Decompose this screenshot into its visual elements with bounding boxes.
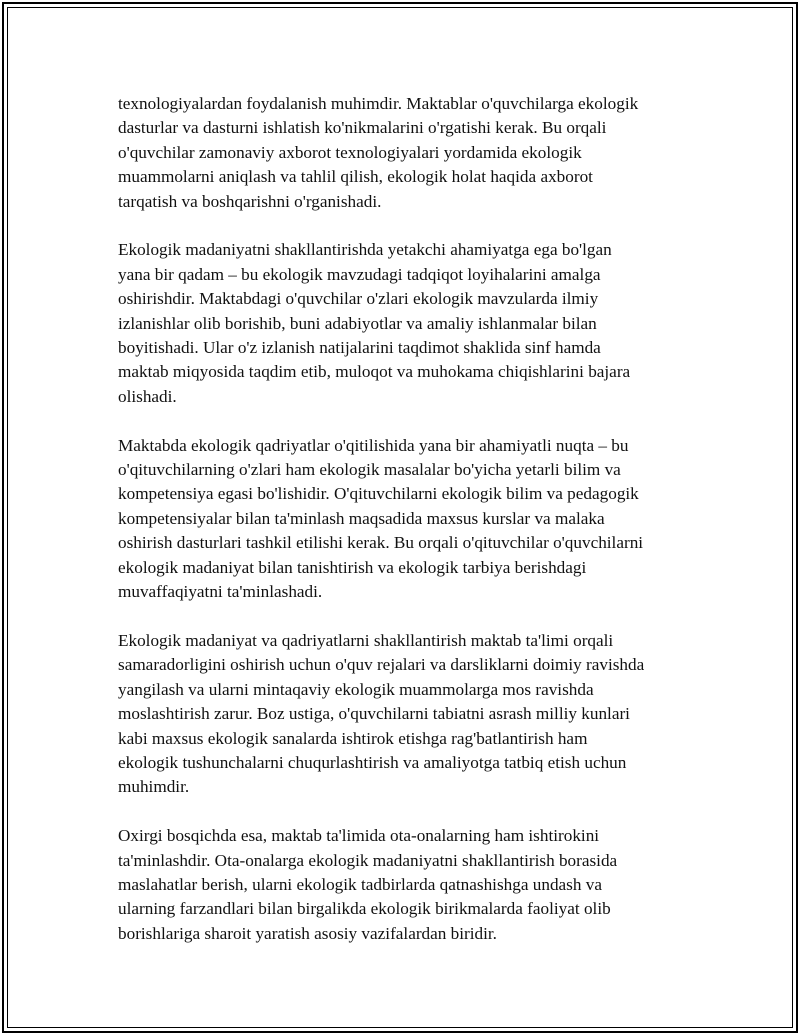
text-line: yangilash va ularni mintaqaviy ekologik muammolarga mos ravishda (118, 679, 594, 699)
text-line: samaradorligini oshirish uchun o'quv rejalari va darsliklarni doimiy ravishda (118, 655, 645, 675)
text-line: maktab miqyosida taqdim etib, muloqot va muhokama chiqishlarini bajara (118, 362, 631, 382)
text-line: Oxirgi bosqichda esa, maktab ta'limida ota-onalarning ham ishtirokini (118, 826, 600, 846)
text-line: dasturlar va dasturni ishlatish ko'nikmalarini o'rgatishi kerak. Bu orqali (118, 118, 607, 138)
paragraph (118, 824, 698, 946)
text-line: tarqatish va boshqarishni o'rganishadi. (118, 191, 382, 211)
text-line: Ekologik madaniyat va qadriyatlarni shakllantirish maktab ta'limi orqali (118, 630, 614, 650)
text-line: Maktabda ekologik qadriyatlar o'qitilishida yana bir ahamiyatli nuqta – bu (118, 435, 629, 455)
text-line: ularning farzandlari bilan birgalikda ekologik birikmalarda faoliyat olib (118, 899, 611, 919)
text-line: borishlariga sharoit yaratish asosiy vazifalardan biridir. (118, 923, 497, 943)
text-line: olishadi. (118, 386, 177, 406)
text-line: oshirish dasturlari tashkil etilishi kerak. Bu orqali o'qituvchilar o'quvchilarni (118, 533, 644, 553)
text-line: ta'minlashdir. Ota-onalarga ekologik madaniyatni shakllantirish borasida (118, 850, 618, 870)
text-line: boyitishadi. Ular o'z izlanish natijalarini taqdimot shaklida sinf hamda (118, 338, 601, 358)
document-body (118, 92, 698, 971)
text-line: kompetensiya egasi bo'lishidir. O'qituvchilarni ekologik bilim va pedagogik (118, 484, 639, 504)
text-line: o'qituvchilarning o'zlari ham ekologik masalalar bo'yicha yetarli bilim va (118, 460, 621, 480)
text-line: izlanishlar olib borishib, buni adabiyotlar va amaliy ishlanmalar bilan (118, 313, 597, 333)
paragraph (118, 434, 698, 605)
text-line: kabi maxsus ekologik sanalarda ishtirok etishga rag'batlantirish ham (118, 728, 588, 748)
paragraph (118, 92, 698, 214)
text-line: muammolarni aniqlash va tahlil qilish, ekologik holat haqida axborot (118, 167, 593, 187)
text-line: texnologiyalardan foydalanish muhimdir. Maktablar o'quvchilarga ekologik (118, 94, 639, 113)
text-line: muvaffaqiyatni ta'minlashadi. (118, 582, 323, 602)
text-line: kompetensiyalar bilan ta'minlash maqsadida maxsus kurslar va malaka (118, 508, 605, 528)
text-line: ekologik madaniyat bilan tanishtirish va ekologik tarbiya berishdagi (118, 557, 587, 577)
paragraph (118, 238, 698, 409)
text-line: ekologik tushunchalarni chuqurlashtirish va amaliyotga tatbiq etish uchun (118, 752, 627, 772)
text-line: moslashtirish zarur. Boz ustiga, o'quvchilarni tabiatni asrash milliy kunlari (118, 704, 630, 724)
text-line: muhimdir. (118, 777, 190, 797)
paragraph (118, 629, 698, 800)
text-line: yana bir qadam – bu ekologik mavzudagi tadqiqot loyihalarini amalga (118, 264, 601, 284)
text-line: Ekologik madaniyatni shakllantirishda yetakchi ahamiyatga ega bo'lgan (118, 240, 612, 260)
text-line: oshirishdir. Maktabdagi o'quvchilar o'zlari ekologik mavzularda ilmiy (118, 289, 599, 309)
text-line: maslahatlar berish, ularni ekologik tadbirlarda qatnashishga undash va (118, 874, 602, 894)
text-line: o'quvchilar zamonaviy axborot texnologiyalari yordamida ekologik (118, 142, 582, 162)
